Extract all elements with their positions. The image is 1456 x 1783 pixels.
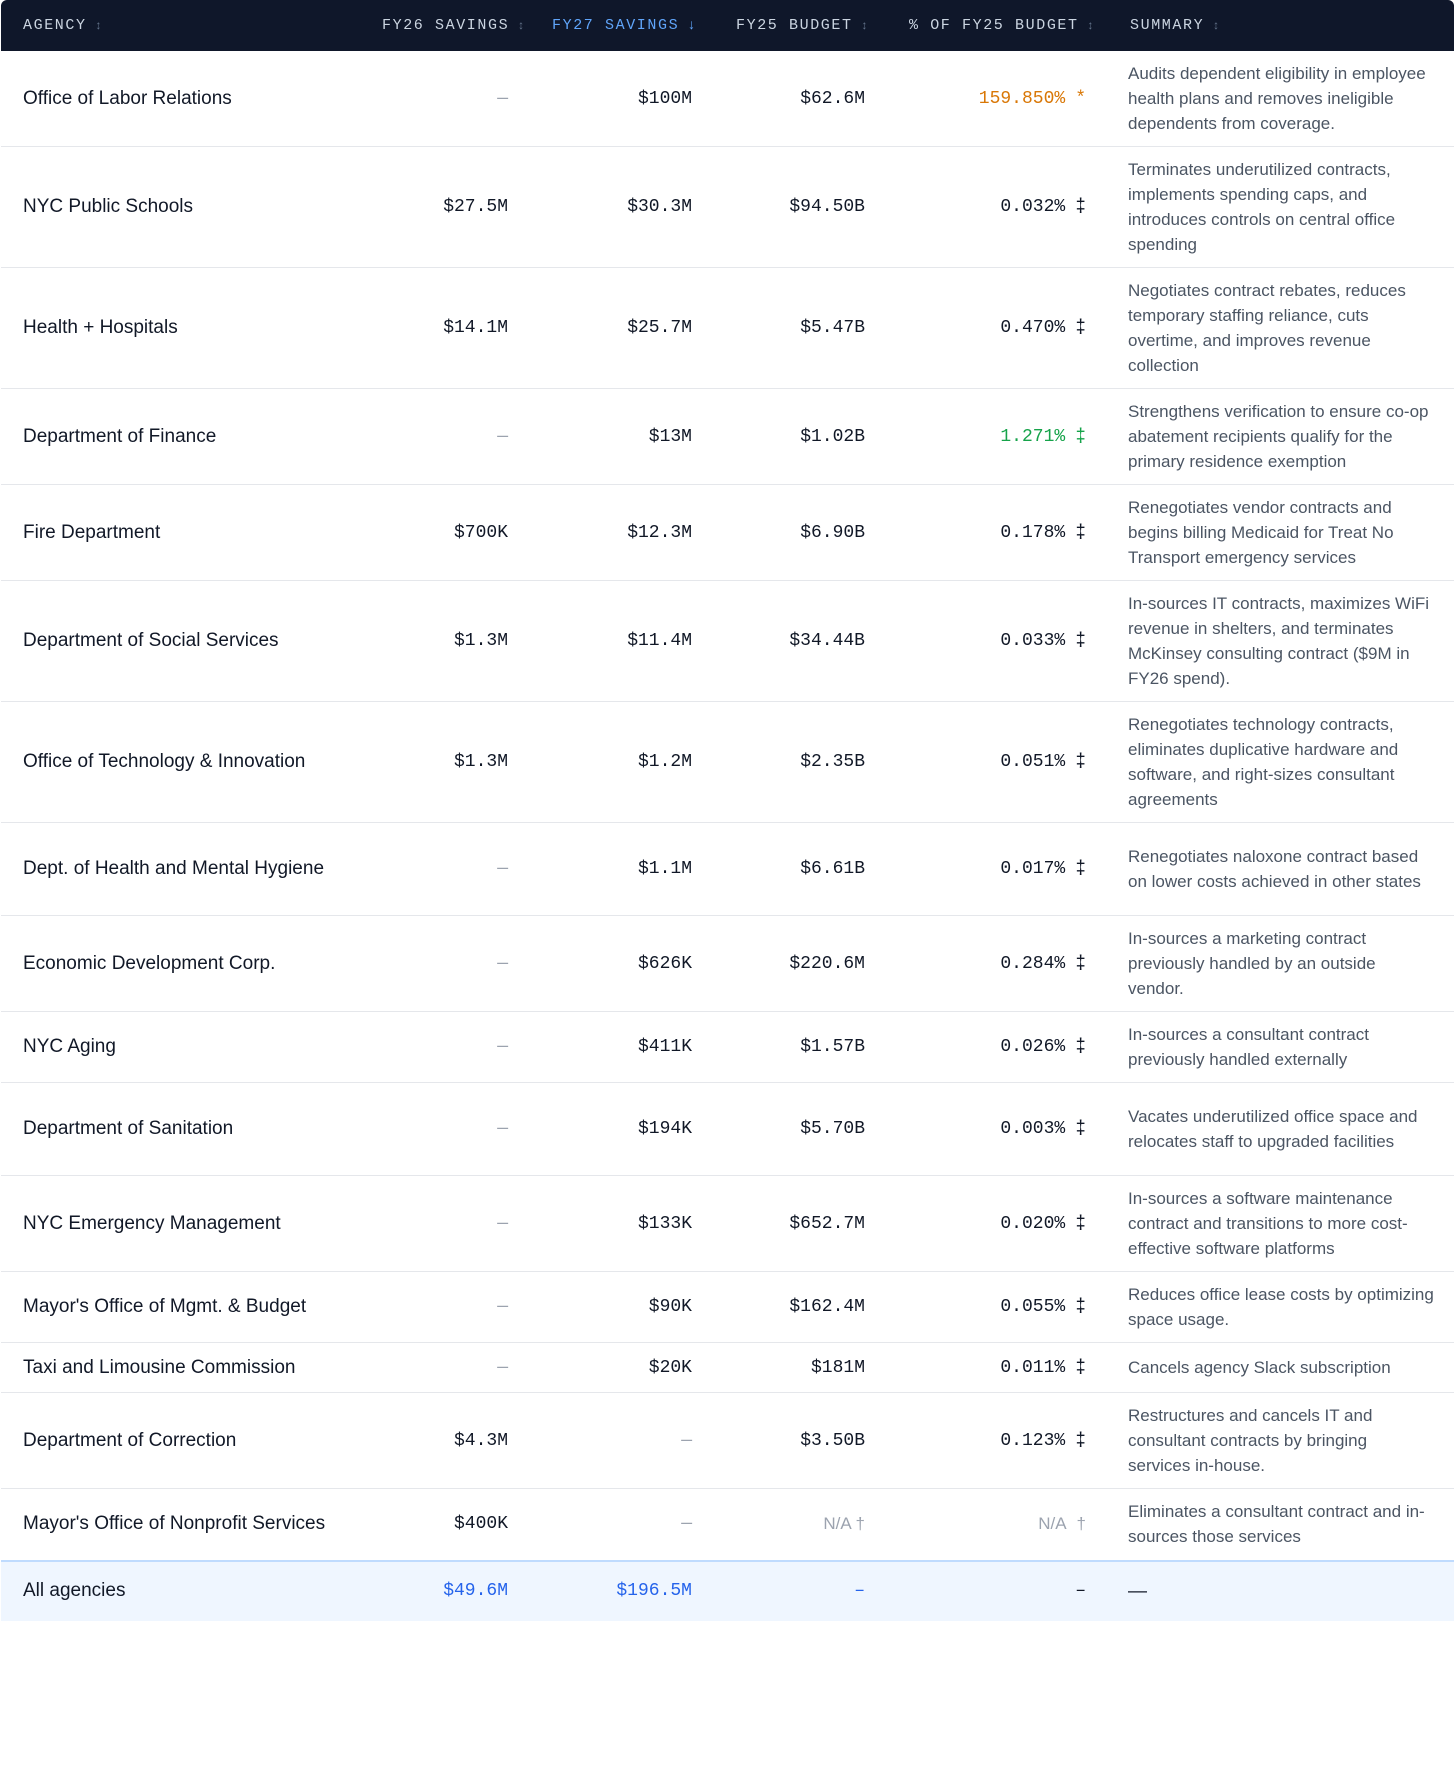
fy27-savings-cell: $90K bbox=[530, 1272, 714, 1343]
agency-name: Department of Sanitation bbox=[1, 1083, 360, 1176]
table-row[interactable] bbox=[1, 51, 1454, 147]
agency-name: Taxi and Limousine Commission bbox=[1, 1343, 360, 1393]
agency-name: Mayor's Office of Nonprofit Services bbox=[1, 1489, 360, 1561]
fy25-budget-cell: $34.44B bbox=[714, 581, 887, 702]
total-label: All agencies bbox=[1, 1561, 360, 1621]
pct-budget-cell bbox=[887, 51, 1108, 147]
fy26-savings-cell: — bbox=[360, 916, 530, 1012]
summary-cell: Audits dependent eligibility in employee health plans and removes ineligible dependents from coverage. bbox=[1108, 51, 1454, 147]
pct-budget-cell bbox=[887, 1343, 1108, 1393]
pct-value: 1.271% bbox=[1000, 426, 1066, 447]
summary-cell: In-sources IT contracts, maximizes WiFi revenue in shelters, and terminates McKinsey consulting contract ($9M in FY26 spend). bbox=[1108, 581, 1454, 702]
table-row[interactable] bbox=[1, 702, 1454, 823]
fy27-savings-cell: $11.4M bbox=[530, 581, 714, 702]
footnote-mark: ‡ bbox=[1075, 197, 1086, 217]
table-header bbox=[1, 0, 1454, 51]
column-header-fy26-savings[interactable]: FY26 SAVINGS ↕ bbox=[382, 17, 527, 34]
footnote-mark: ‡ bbox=[1075, 859, 1086, 879]
fy26-savings-cell: $1.3M bbox=[360, 702, 530, 823]
fy27-savings-cell: $30.3M bbox=[530, 147, 714, 268]
footnote-mark: ‡ bbox=[1075, 1037, 1086, 1057]
summary-cell: Negotiates contract rebates, reduces temporary staffing reliance, cuts overtime, and improves revenue collection bbox=[1108, 268, 1454, 389]
pct-budget-cell bbox=[887, 147, 1108, 268]
agency-name: Department of Correction bbox=[1, 1393, 360, 1489]
table-row[interactable] bbox=[1, 268, 1454, 389]
fy26-savings-cell: — bbox=[360, 389, 530, 485]
fy26-savings-cell: — bbox=[360, 1012, 530, 1083]
summary-cell: Restructures and cancels IT and consultant contracts by bringing services in-house. bbox=[1108, 1393, 1454, 1489]
fy27-savings-cell: $1.1M bbox=[530, 823, 714, 916]
column-header-summary[interactable]: SUMMARY ↕ bbox=[1130, 17, 1222, 34]
table-row[interactable] bbox=[1, 147, 1454, 268]
table-row[interactable] bbox=[1, 1272, 1454, 1343]
agency-name: Mayor's Office of Mgmt. & Budget bbox=[1, 1272, 360, 1343]
fy27-savings-cell: $25.7M bbox=[530, 268, 714, 389]
total-fy27-savings: $196.5M bbox=[530, 1561, 714, 1621]
pct-value: 0.178% bbox=[1000, 522, 1066, 543]
fy27-savings-cell: $411K bbox=[530, 1012, 714, 1083]
fy25-budget-cell: $3.50B bbox=[714, 1393, 887, 1489]
fy25-budget-cell: $1.57B bbox=[714, 1012, 887, 1083]
fy26-savings-cell: $14.1M bbox=[360, 268, 530, 389]
footnote-mark: ‡ bbox=[1075, 953, 1086, 974]
agency-name: Health + Hospitals bbox=[1, 268, 360, 389]
table-row[interactable] bbox=[1, 1083, 1454, 1176]
total-summary: — bbox=[1108, 1561, 1454, 1621]
pct-value: 0.003% bbox=[1000, 1119, 1066, 1139]
table-row[interactable] bbox=[1, 1393, 1454, 1489]
fy25-budget-cell: $6.61B bbox=[714, 823, 887, 916]
footnote-mark: * bbox=[1075, 88, 1086, 109]
pct-budget-cell bbox=[887, 702, 1108, 823]
agency-name: Dept. of Health and Mental Hygiene bbox=[1, 823, 360, 916]
pct-budget-cell bbox=[887, 1176, 1108, 1272]
agency-name: NYC Public Schools bbox=[1, 147, 360, 268]
table-row[interactable] bbox=[1, 1012, 1454, 1083]
fy25-budget-cell: $6.90B bbox=[714, 485, 887, 581]
fy27-savings-cell: $13M bbox=[530, 389, 714, 485]
agency-name: Office of Labor Relations bbox=[1, 51, 360, 147]
footnote-mark: † bbox=[1076, 1514, 1086, 1534]
pct-value: 0.032% bbox=[1000, 197, 1066, 217]
table-row[interactable] bbox=[1, 1176, 1454, 1272]
summary-cell: Renegotiates technology contracts, eliminates duplicative hardware and software, and right-sizes consultant agreements bbox=[1108, 702, 1454, 823]
fy26-savings-cell: — bbox=[360, 1343, 530, 1393]
footnote-mark: ‡ bbox=[1075, 318, 1086, 338]
fy25-budget-cell: $5.70B bbox=[714, 1083, 887, 1176]
fy27-savings-cell: $133K bbox=[530, 1176, 714, 1272]
agency-name: NYC Aging bbox=[1, 1012, 360, 1083]
pct-value: 0.284% bbox=[1000, 953, 1066, 974]
table-row[interactable] bbox=[1, 581, 1454, 702]
column-header-pct-fy25-budget[interactable]: % OF FY25 BUDGET ↕ bbox=[909, 17, 1096, 34]
total-pct-budget: – bbox=[887, 1561, 1108, 1621]
agency-name: Economic Development Corp. bbox=[1, 916, 360, 1012]
pct-budget-cell bbox=[887, 823, 1108, 916]
fy27-savings-cell: — bbox=[530, 1393, 714, 1489]
pct-budget-cell bbox=[887, 389, 1108, 485]
fy26-savings-cell: $400K bbox=[360, 1489, 530, 1561]
fy26-savings-cell: $700K bbox=[360, 485, 530, 581]
fy26-savings-cell: — bbox=[360, 1083, 530, 1176]
sort-icon: ↕ bbox=[1212, 19, 1222, 33]
fy27-savings-cell: $20K bbox=[530, 1343, 714, 1393]
pct-value: 0.017% bbox=[1000, 859, 1066, 879]
fy25-budget-cell: $2.35B bbox=[714, 702, 887, 823]
summary-cell: In-sources a software maintenance contract and transitions to more cost-effective software platforms bbox=[1108, 1176, 1454, 1272]
table-row[interactable] bbox=[1, 389, 1454, 485]
sort-icon: ↕ bbox=[94, 19, 104, 33]
sort-descending-icon: ↓ bbox=[687, 18, 698, 34]
pct-budget-cell bbox=[887, 916, 1108, 1012]
fy25-budget-cell: $94.50B bbox=[714, 147, 887, 268]
column-header-fy25-budget[interactable]: FY25 BUDGET ↕ bbox=[736, 17, 870, 34]
summary-cell: Renegotiates vendor contracts and begins billing Medicaid for Treat No Transport emergency services bbox=[1108, 485, 1454, 581]
pct-value: 0.055% bbox=[1000, 1297, 1066, 1317]
summary-cell: Cancels agency Slack subscription bbox=[1108, 1343, 1454, 1393]
fy25-budget-cell: $652.7M bbox=[714, 1176, 887, 1272]
table-row[interactable] bbox=[1, 1489, 1454, 1561]
footnote-mark: ‡ bbox=[1075, 1119, 1086, 1139]
fy26-savings-cell: $1.3M bbox=[360, 581, 530, 702]
pct-value: 0.033% bbox=[1000, 631, 1066, 651]
footnote-mark: ‡ bbox=[1075, 1357, 1086, 1378]
pct-value: 0.026% bbox=[1000, 1037, 1066, 1057]
pct-budget-cell bbox=[887, 485, 1108, 581]
pct-budget-cell bbox=[887, 1393, 1108, 1489]
summary-cell: Strengthens verification to ensure co-op abatement recipients qualify for the primary residence exemption bbox=[1108, 389, 1454, 485]
fy25-budget-cell: $162.4M bbox=[714, 1272, 887, 1343]
agency-name: Department of Social Services bbox=[1, 581, 360, 702]
fy27-savings-cell: $12.3M bbox=[530, 485, 714, 581]
pct-budget-cell bbox=[887, 1012, 1108, 1083]
agency-name: Fire Department bbox=[1, 485, 360, 581]
fy25-budget-cell: $181M bbox=[714, 1343, 887, 1393]
pct-budget-cell bbox=[887, 1489, 1108, 1561]
fy27-savings-cell: $194K bbox=[530, 1083, 714, 1176]
table-body bbox=[1, 51, 1454, 1621]
column-header-fy27-savings[interactable]: FY27 SAVINGS ↓ bbox=[552, 17, 698, 34]
table-row[interactable] bbox=[1, 485, 1454, 581]
footnote-mark: ‡ bbox=[1075, 1213, 1086, 1234]
agency-savings-table bbox=[1, 0, 1454, 1621]
fy25-budget-cell: $5.47B bbox=[714, 268, 887, 389]
summary-cell: Reduces office lease costs by optimizing space usage. bbox=[1108, 1272, 1454, 1343]
summary-cell: Eliminates a consultant contract and in-sources those services bbox=[1108, 1489, 1454, 1561]
pct-budget-cell bbox=[887, 1272, 1108, 1343]
agency-name: Department of Finance bbox=[1, 389, 360, 485]
summary-cell: In-sources a consultant contract previously handled externally bbox=[1108, 1012, 1454, 1083]
footnote-mark: ‡ bbox=[1075, 631, 1086, 651]
fy25-budget-cell: $220.6M bbox=[714, 916, 887, 1012]
fy27-savings-cell: — bbox=[530, 1489, 714, 1561]
table-row[interactable] bbox=[1, 916, 1454, 1012]
fy26-savings-cell: — bbox=[360, 51, 530, 147]
total-fy26-savings: $49.6M bbox=[360, 1561, 530, 1621]
pct-value: 0.051% bbox=[1000, 752, 1066, 772]
total-fy25-budget: – bbox=[714, 1561, 887, 1621]
pct-value: 0.470% bbox=[1000, 318, 1066, 338]
footnote-mark: ‡ bbox=[1075, 1297, 1086, 1317]
fy26-savings-cell: — bbox=[360, 823, 530, 916]
fy26-savings-cell: $27.5M bbox=[360, 147, 530, 268]
pct-value: 0.123% bbox=[1000, 1430, 1066, 1451]
agency-name: Office of Technology & Innovation bbox=[1, 702, 360, 823]
summary-cell: Terminates underutilized contracts, implements spending caps, and introduces controls on central office spending bbox=[1108, 147, 1454, 268]
footnote-mark: ‡ bbox=[1075, 752, 1086, 772]
pct-budget-cell bbox=[887, 268, 1108, 389]
table-row[interactable] bbox=[1, 1343, 1454, 1393]
pct-value: 0.011% bbox=[1000, 1357, 1066, 1378]
agency-name: NYC Emergency Management bbox=[1, 1176, 360, 1272]
fy27-savings-cell: $100M bbox=[530, 51, 714, 147]
sort-icon: ↕ bbox=[1086, 19, 1096, 33]
fy26-savings-cell: — bbox=[360, 1176, 530, 1272]
fy27-savings-cell: $626K bbox=[530, 916, 714, 1012]
table-row[interactable] bbox=[1, 823, 1454, 916]
fy26-savings-cell: — bbox=[360, 1272, 530, 1343]
fy25-budget-cell: N/A † bbox=[714, 1489, 887, 1561]
pct-value: 159.850% bbox=[978, 88, 1066, 109]
sort-icon: ↕ bbox=[860, 19, 870, 33]
fy25-budget-cell: $1.02B bbox=[714, 389, 887, 485]
footnote-mark: ‡ bbox=[1075, 1430, 1086, 1451]
sort-icon: ↕ bbox=[517, 19, 527, 33]
pct-budget-cell bbox=[887, 581, 1108, 702]
fy25-budget-cell: $62.6M bbox=[714, 51, 887, 147]
column-header-agency[interactable]: AGENCY ↕ bbox=[23, 17, 104, 34]
total-row bbox=[1, 1561, 1454, 1621]
fy26-savings-cell: $4.3M bbox=[360, 1393, 530, 1489]
summary-cell: Renegotiates naloxone contract based on lower costs achieved in other states bbox=[1108, 823, 1454, 916]
fy27-savings-cell: $1.2M bbox=[530, 702, 714, 823]
summary-cell: In-sources a marketing contract previously handled by an outside vendor. bbox=[1108, 916, 1454, 1012]
footnote-mark: ‡ bbox=[1075, 522, 1086, 543]
summary-cell: Vacates underutilized office space and relocates staff to upgraded facilities bbox=[1108, 1083, 1454, 1176]
pct-budget-cell bbox=[887, 1083, 1108, 1176]
pct-value: N/A bbox=[1038, 1514, 1067, 1534]
pct-value: 0.020% bbox=[1000, 1213, 1066, 1234]
footnote-mark: ‡ bbox=[1075, 426, 1086, 447]
